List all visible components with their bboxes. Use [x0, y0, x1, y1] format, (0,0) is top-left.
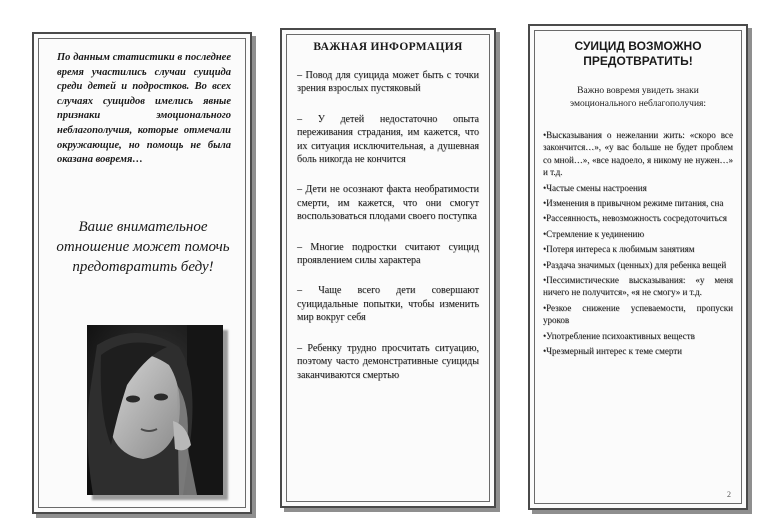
warning-sign-item: •Чрезмерный интерес к теме смерти — [543, 346, 682, 357]
warning-sign-item: •Раздача значимых (ценных) для ребенка вещей — [543, 259, 727, 270]
middle-panel-frame — [286, 34, 490, 502]
fact-item: – Ребенку трудно просчитать ситуацию, поэтому часто демонстративные суициды заканчиваются смертью — [297, 342, 479, 381]
warning-sign-item: •Потеря интереса к любимым занятиям — [543, 244, 695, 255]
warning-sign-item: •Употребление психоактивных веществ — [543, 330, 695, 341]
warning-sign-item: •Резкое снижение успеваемости, пропуски уроков — [543, 302, 733, 326]
warning-signs-list — [543, 129, 733, 361]
facts-list — [297, 69, 479, 399]
fact-item: – У детей недостаточно опыта переживания страдания, им кажется, что их ситуация исключительная, а душевная боль никогда не кончится — [297, 113, 479, 166]
warning-sign-item: •Пессимистические высказывания: «у меня ничего не получится», «я не смогу» и т.д. — [543, 275, 733, 298]
warning-sign-item: •Рассеянность, невозможность сосредоточиться — [543, 213, 727, 224]
warning-sign-item: •Частые смены настроения — [543, 182, 647, 193]
left-panel-frame — [38, 38, 246, 508]
fact-item: – Повод для суицида может быть с точки зрения взрослых пустяковый — [297, 70, 479, 95]
right-panel — [528, 24, 748, 510]
left-panel — [32, 32, 252, 514]
statistics-text: По данным статистики в последнее время участились случаи суицида среди детей и подростков. Во всех случаях суицидов имелись явные признаки эмоционального неблагополучия, которые отмечали окружающие, но помощь не была оказана вовремя… — [57, 52, 231, 166]
important-info-title: ВАЖНАЯ ИНФОРМАЦИЯ — [313, 41, 463, 53]
girl-photo-image — [87, 325, 223, 495]
fact-item: – Дети не осознают факта необратимости смерти, им кажется, что они смогут воспользоваться плодами своего поступка — [297, 184, 479, 223]
right-panel-frame — [534, 30, 742, 504]
warning-sign-item: •Изменения в привычном режиме питания, сна — [543, 198, 724, 209]
prevention-title: СУИЦИД ВОЗМОЖНО ПРЕДОТВРАТИТЬ! — [574, 39, 702, 68]
warning-sign-item: •Стремление к уединению — [543, 228, 645, 239]
fact-item: – Многие подростки считают суицид проявлением силы характера — [297, 241, 479, 267]
girl-photo — [87, 325, 223, 495]
page-number: 2 — [727, 490, 731, 499]
call-to-action: Ваше внимательное отношение может помочь предотвратить беду! — [56, 219, 230, 275]
fact-item: – Чаще всего дети совершают суицидальные попытки, чтобы изменить мир вокруг себя — [297, 285, 479, 324]
middle-panel — [280, 28, 496, 508]
warning-sign-item: •Высказывания о нежелании жить: «скоро все закончится…», «у вас больше не будет проблем со мной…», «все надоело, я никому не нужен…» и т.д. — [543, 130, 733, 178]
warning-signs-intro: Важно вовремя увидеть знаки эмоционального неблагополучия: — [569, 86, 707, 109]
